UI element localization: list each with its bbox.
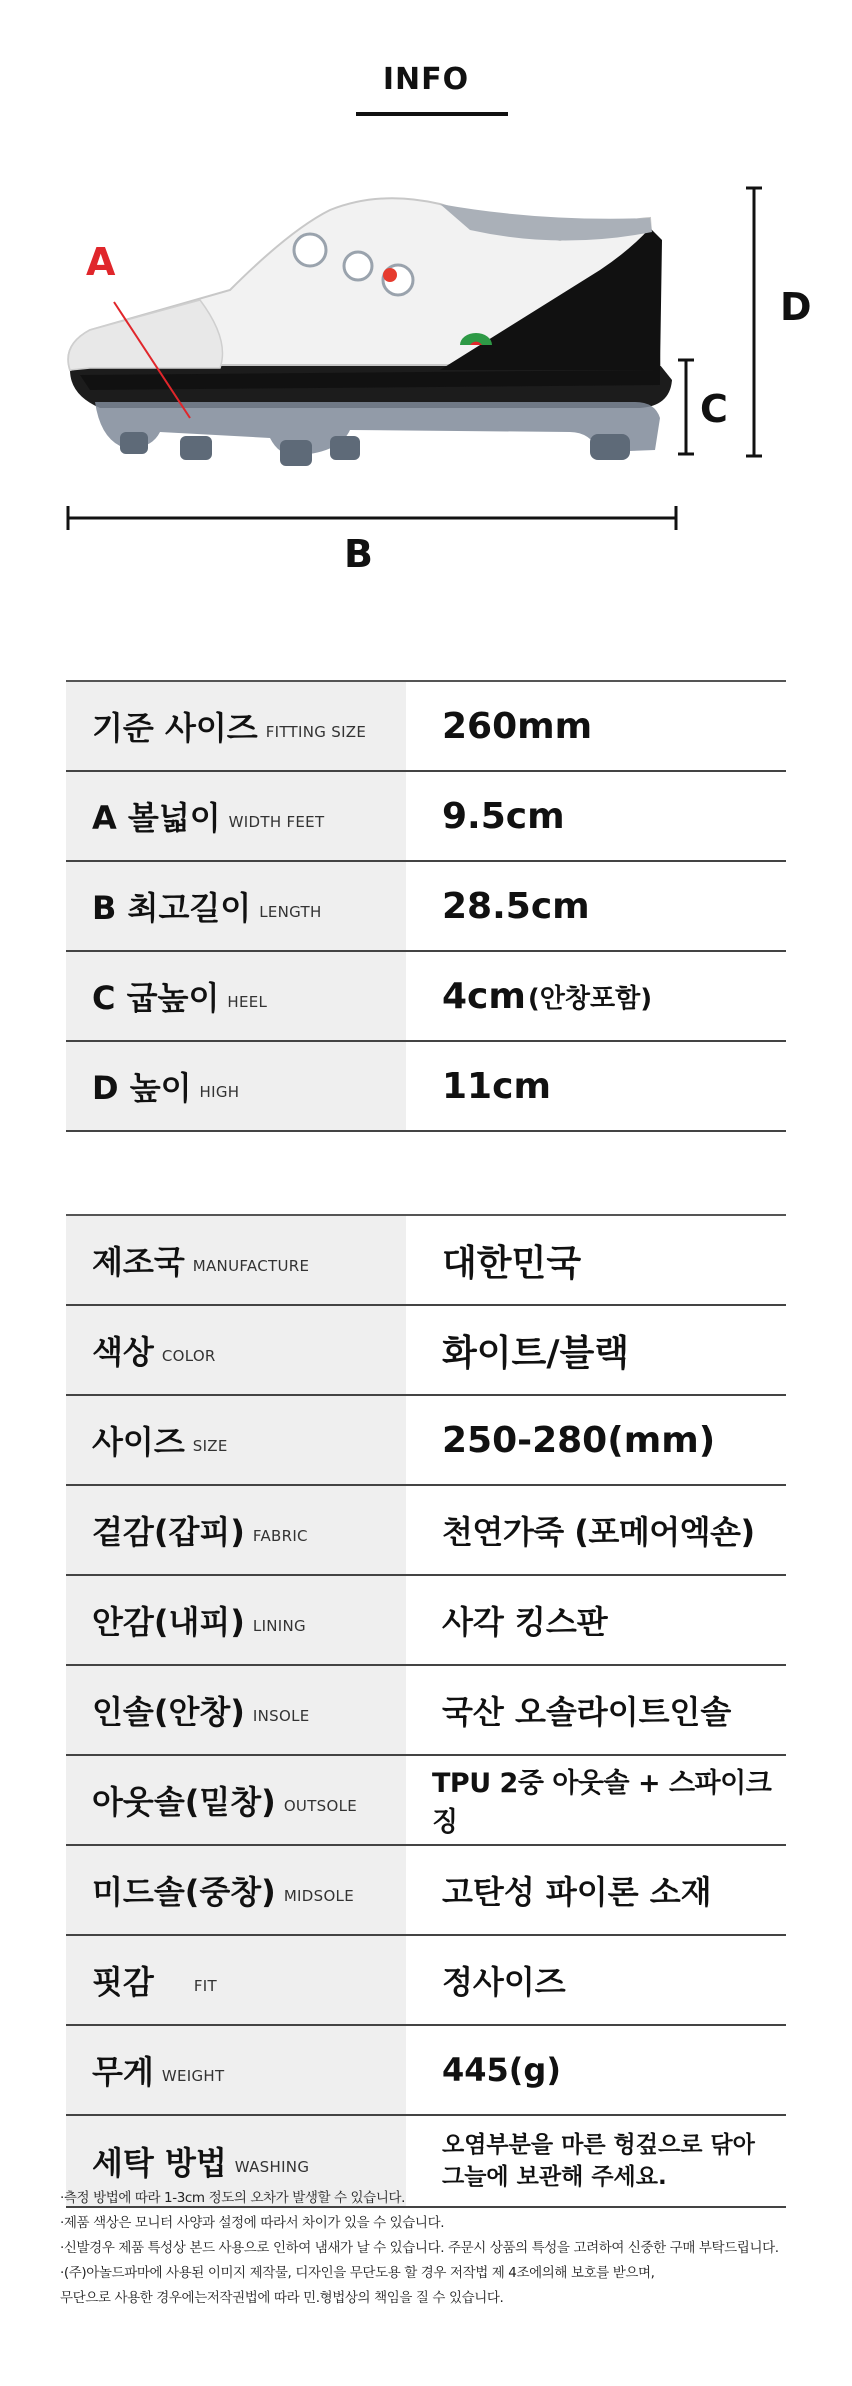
label-en: COLOR <box>161 1347 216 1365</box>
row-value: 정사이즈 <box>442 1963 566 2001</box>
value-line: 그늘에 보관해 주세요. <box>442 2164 667 2190</box>
row-label <box>66 1486 406 1574</box>
row-value: TPU 2중 아웃솔 + 스파이크 징 <box>432 1768 772 1838</box>
label-en: FABRIC <box>252 1527 308 1545</box>
row-label <box>66 1042 406 1130</box>
row-label <box>66 1666 406 1754</box>
label-en: OUTSOLE <box>283 1797 358 1815</box>
table-row <box>66 1396 786 1486</box>
table-row <box>66 1576 786 1666</box>
value-line: 오염부분을 마른 헝겊으로 닦아 <box>442 2132 755 2158</box>
row-value: 국산 오솔라이트인솔 <box>442 1693 732 1731</box>
label-en: WASHING <box>234 2158 310 2176</box>
row-value: 천연가죽 (포메어엑숀) <box>442 1513 755 1551</box>
label-ko: 아웃솔(밑창) <box>92 1783 276 1821</box>
label-en: WEIGHT <box>161 2067 225 2085</box>
row-value: 445(g) <box>442 2051 561 2089</box>
label-ko: A 볼넓이 <box>92 799 221 837</box>
measure-d-label: D <box>780 285 812 329</box>
spike <box>330 436 360 460</box>
table-row <box>66 1756 786 1846</box>
shoe-toe-cap <box>68 300 222 370</box>
label-en: HEEL <box>227 993 268 1011</box>
label-ko: B 최고길이 <box>92 889 252 927</box>
row-label <box>66 682 406 770</box>
label-ko: 안감(내피) <box>92 1603 245 1641</box>
label-en: LENGTH <box>259 903 322 921</box>
boa-dial-icon <box>294 234 326 266</box>
boa-dial-icon <box>344 252 372 280</box>
umbrella-logo-icon <box>383 268 397 282</box>
row-label <box>66 772 406 860</box>
label-ko: 겉감(갑피) <box>92 1513 245 1551</box>
golf-shoe-image <box>68 198 672 466</box>
value-text: 28.5cm <box>442 885 590 927</box>
note-line: ·측정 방법에 따라 1-3cm 정도의 오차가 발생할 수 있습니다. <box>60 2190 405 2206</box>
label-en: INSOLE <box>252 1707 310 1725</box>
table-row <box>66 952 786 1042</box>
label-en: FITTING SIZE <box>265 723 367 741</box>
row-value <box>406 1042 786 1130</box>
table-row <box>66 1666 786 1756</box>
row-value: 대한민국 <box>442 1242 582 1284</box>
row-value <box>406 772 786 860</box>
table-row <box>66 1486 786 1576</box>
row-label <box>66 1936 406 2024</box>
label-en: HIGH <box>199 1083 240 1101</box>
label-ko: 기준 사이즈 <box>92 709 258 747</box>
row-label <box>66 952 406 1040</box>
info-title: INFO <box>382 62 470 97</box>
value-suffix: (안창포함) <box>527 983 653 1014</box>
table-row <box>66 1042 786 1132</box>
table-row <box>66 1846 786 1936</box>
table-row <box>66 1216 786 1306</box>
title-underline <box>356 112 508 116</box>
row-value: 사각 킹스판 <box>442 1603 608 1641</box>
label-en: SIZE <box>192 1437 228 1455</box>
row-value: 화이트/블랙 <box>442 1332 630 1374</box>
row-label <box>66 1576 406 1664</box>
label-en: MIDSOLE <box>283 1887 354 1905</box>
value-text: 4cm <box>442 975 526 1017</box>
table-row <box>66 2026 786 2116</box>
row-label <box>66 1396 406 1484</box>
spike <box>280 440 312 466</box>
row-label <box>66 862 406 950</box>
measure-b-label: B <box>344 532 373 576</box>
label-en: MANUFACTURE <box>192 1257 310 1275</box>
product-info-table <box>66 1214 786 2208</box>
spike <box>590 434 630 460</box>
table-row <box>66 1936 786 2026</box>
note-line: 무단으로 사용한 경우에는저작권법에 따라 민.형법상의 책임을 질 수 있습니다. <box>60 2290 504 2306</box>
shoe-clear-midsole <box>95 402 660 455</box>
label-ko: 인솔(안창) <box>92 1693 245 1731</box>
label-ko: 제조국 <box>92 1243 185 1281</box>
shoe-measurement-diagram <box>0 170 852 590</box>
row-label <box>66 1216 406 1304</box>
label-ko: 세탁 방법 <box>92 2144 227 2182</box>
value-text: 260mm <box>442 705 593 747</box>
label-ko: 핏감 <box>92 1963 154 2001</box>
label-en: LINING <box>252 1617 306 1635</box>
row-value <box>406 862 786 950</box>
measure-a-label: A <box>86 240 116 284</box>
spike <box>120 432 148 454</box>
table-row <box>66 1306 786 1396</box>
table-row <box>66 772 786 862</box>
value-text: 9.5cm <box>442 795 565 837</box>
table-row <box>66 862 786 952</box>
label-ko: 미드솔(중창) <box>92 1873 276 1911</box>
label-ko: 사이즈 <box>92 1423 185 1461</box>
note-line: ·제품 색상은 모니터 사양과 설정에 따라서 차이가 있을 수 있습니다. <box>60 2215 445 2231</box>
row-label <box>66 1306 406 1394</box>
row-value: 250-280(mm) <box>442 1419 716 1461</box>
label-ko: 무게 <box>92 2053 154 2091</box>
table-row <box>66 682 786 772</box>
row-value <box>406 952 786 1040</box>
measure-c-label: C <box>700 387 728 431</box>
row-label <box>66 1756 406 1844</box>
row-value <box>406 682 786 770</box>
value-text: 11cm <box>442 1065 551 1107</box>
notes <box>60 2186 840 2311</box>
spike <box>180 436 212 460</box>
label-en: FIT <box>193 1977 217 1995</box>
label-en: WIDTH FEET <box>228 813 325 831</box>
note-line: ·(주)아놀드파마에 사용된 이미지 제작물, 디자인을 무단도용 할 경우 저작법 제 4조에의해 보호를 받으며, <box>60 2265 655 2281</box>
label-ko: C 굽높이 <box>92 979 220 1017</box>
row-label <box>66 1846 406 1934</box>
size-table <box>66 680 786 1132</box>
row-label <box>66 2026 406 2114</box>
row-value: 고탄성 파이론 소재 <box>442 1873 712 1911</box>
label-ko: 색상 <box>92 1333 154 1371</box>
label-ko: D 높이 <box>92 1069 192 1107</box>
note-line: ·신발경우 제품 특성상 본드 사용으로 인하여 냄새가 날 수 있습니다. 주문시 상품의 특성을 고려하여 신중한 구매 부탁드립니다. <box>60 2240 779 2256</box>
